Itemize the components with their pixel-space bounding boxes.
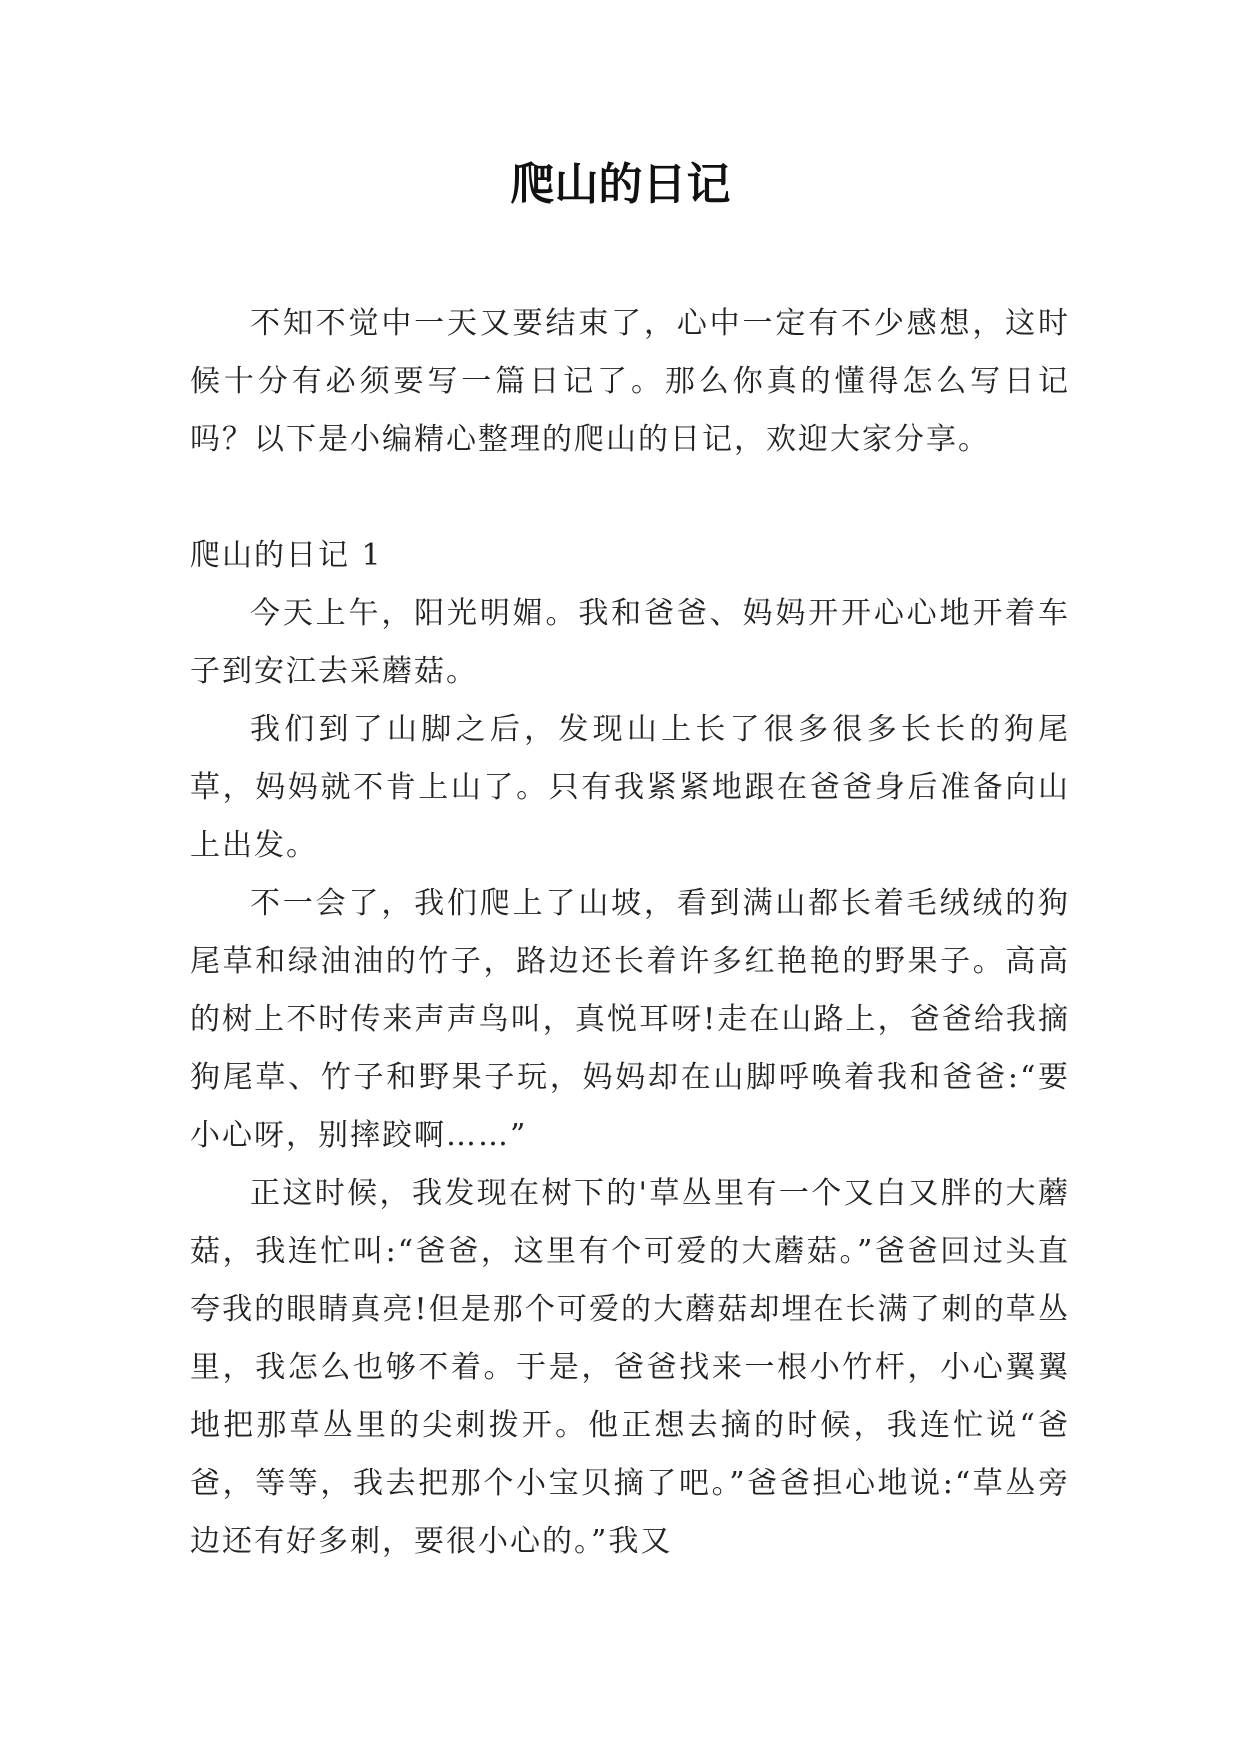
section-heading: 爬山的日记 1: [190, 538, 383, 573]
body-paragraph: 正这时候，我发现在树下的'草丛里有一个又白又胖的大蘑菇，我连忙叫:“爸爸，这里有个可爱的大蘑菇。”爸爸回过头直夸我的眼睛真亮!但是那个可爱的大蘑菇却埋在长满了刺的草丛里，我怎么也够不着。于是，爸爸找来一根小竹杆，小心翼翼地把那草丛里的尖刺拨开。他正想去摘的时候，我连忙说“爸爸，等等，我去把那个小宝贝摘了吧。”爸爸担心地说:“草丛旁边还有好多刺，要很小心的。”我又: [190, 1176, 1070, 1559]
intro-paragraph: 不知不觉中一天又要结束了，心中一定有不少感想，这时候十分有必须要写一篇日记了。那么你真的懂得怎么写日记吗？以下是小编精心整理的爬山的日记，欢迎大家分享。: [190, 306, 1070, 457]
document-title: 爬山的日记: [510, 159, 731, 210]
body-paragraph: 我们到了山脚之后，发现山上长了很多很多长长的狗尾草，妈妈就不肯上山了。只有我紧紧地跟在爸爸身后准备向山上出发。: [190, 712, 1070, 863]
body-paragraph: 不一会了，我们爬上了山坡，看到满山都长着毛绒绒的狗尾草和绿油油的竹子，路边还长着许多红艳艳的野果子。高高的树上不时传来声声鸟叫，真悦耳呀!走在山路上，爸爸给我摘狗尾草、竹子和野果子玩，妈妈却在山脚呼唤着我和爸爸:“要小心呀，别摔跤啊……”: [190, 886, 1070, 1153]
body-paragraph: 今天上午，阳光明媚。我和爸爸、妈妈开开心心地开着车子到安江去采蘑菇。: [190, 596, 1070, 689]
document-body: [190, 295, 1070, 1571]
